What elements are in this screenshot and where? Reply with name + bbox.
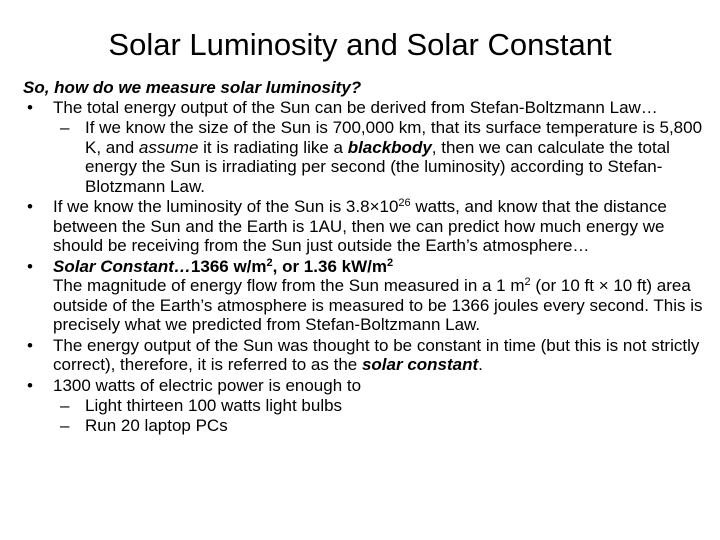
bullet-stefan-boltzmann xyxy=(22,98,712,197)
intro-question: So, how do we measure solar luminosity? xyxy=(23,78,362,97)
bullet-text-part: The energy output of the Sun was thought to be constant in time (but this is not strictly correct), therefore, it is referred to as the xyxy=(53,335,700,374)
times-sign: × xyxy=(369,197,380,216)
bullet-luminosity xyxy=(22,197,712,256)
sub-bullet-light-bulbs xyxy=(53,396,712,416)
dash-marker: – xyxy=(60,415,70,435)
solar-constant-value-kw: , or 1.36 kW/m xyxy=(272,256,387,276)
sub-text-part: it is radiating like a xyxy=(198,137,348,157)
sub-text: Run 20 laptop PCs xyxy=(85,415,228,435)
emphasis-assume: assume xyxy=(138,137,199,157)
bullet-list xyxy=(22,98,712,436)
slide-body xyxy=(22,78,712,435)
sub-list xyxy=(53,118,712,196)
bullet-electric-power xyxy=(22,376,712,436)
bullet-text: 1300 watts of electric power is enough to xyxy=(53,375,362,395)
dash-marker: – xyxy=(60,118,70,137)
emphasis-solar-constant: solar constant xyxy=(361,355,479,374)
sub-bullet-sun-size xyxy=(53,118,712,196)
bullet-solar-constant xyxy=(22,257,712,335)
exponent: 2 xyxy=(266,256,273,269)
emphasis-blackbody: blackbody xyxy=(347,137,432,157)
sub-list xyxy=(53,396,712,435)
sub-text: Light thirteen 100 watts light bulbs xyxy=(85,396,343,415)
desc-text-part: (or 10 ft xyxy=(530,276,599,295)
bullet-text-part: If we know the luminosity of the Sun is 3.8 xyxy=(53,197,370,216)
bullet-marker: • xyxy=(27,375,33,395)
solar-constant-value: 1366 w/m xyxy=(190,256,267,276)
dash-marker: – xyxy=(60,396,70,415)
exponent: 2 xyxy=(386,256,394,269)
exponent: 2 xyxy=(524,276,531,288)
sub-text-part: , then we can calculate the total energy the Sun is irradiating per second (the luminosity) according to Stefan-Blotzmann Law. xyxy=(85,137,670,196)
bullet-marker: • xyxy=(27,197,33,216)
sub-bullet-laptops xyxy=(53,416,712,436)
bullet-text-part: . xyxy=(478,355,483,374)
desc-text-part: The magnitude of energy flow from the Sun measured in a 1 m xyxy=(53,276,525,295)
bullet-text-part: watts, and know that the distance between the Sun and the Earth is 1AU, then we can predict how much energy we should be receiving from the Sun just outside the Earth’s atmosphere… xyxy=(53,197,667,255)
bullet-text: The total energy output of the Sun can be derived from Stefan-Boltzmann Law… xyxy=(53,97,658,117)
bullet-constant-in-time xyxy=(22,336,712,375)
solar-constant-heading: Solar Constant… xyxy=(53,256,191,276)
sub-text-part: If we know the size of the Sun is 700,000 km, that its surface temperature is 5,800 K, and xyxy=(85,118,703,157)
bullet-text-part: 10 xyxy=(379,197,399,216)
exponent: 26 xyxy=(398,197,411,209)
slide-title: Solar Luminosity and Solar Constant xyxy=(108,27,612,62)
bullet-marker: • xyxy=(27,256,33,276)
solar-constant-description xyxy=(53,276,712,335)
times-sign: × xyxy=(598,276,609,295)
bullet-marker: • xyxy=(27,335,33,355)
bullet-marker: • xyxy=(27,97,33,117)
desc-text-part: 10 ft) area outside of the Earth’s atmosphere is measured to be 1366 joules every second. This is precisely what we predicted from Stefan-Boltzmann Law. xyxy=(53,276,703,334)
